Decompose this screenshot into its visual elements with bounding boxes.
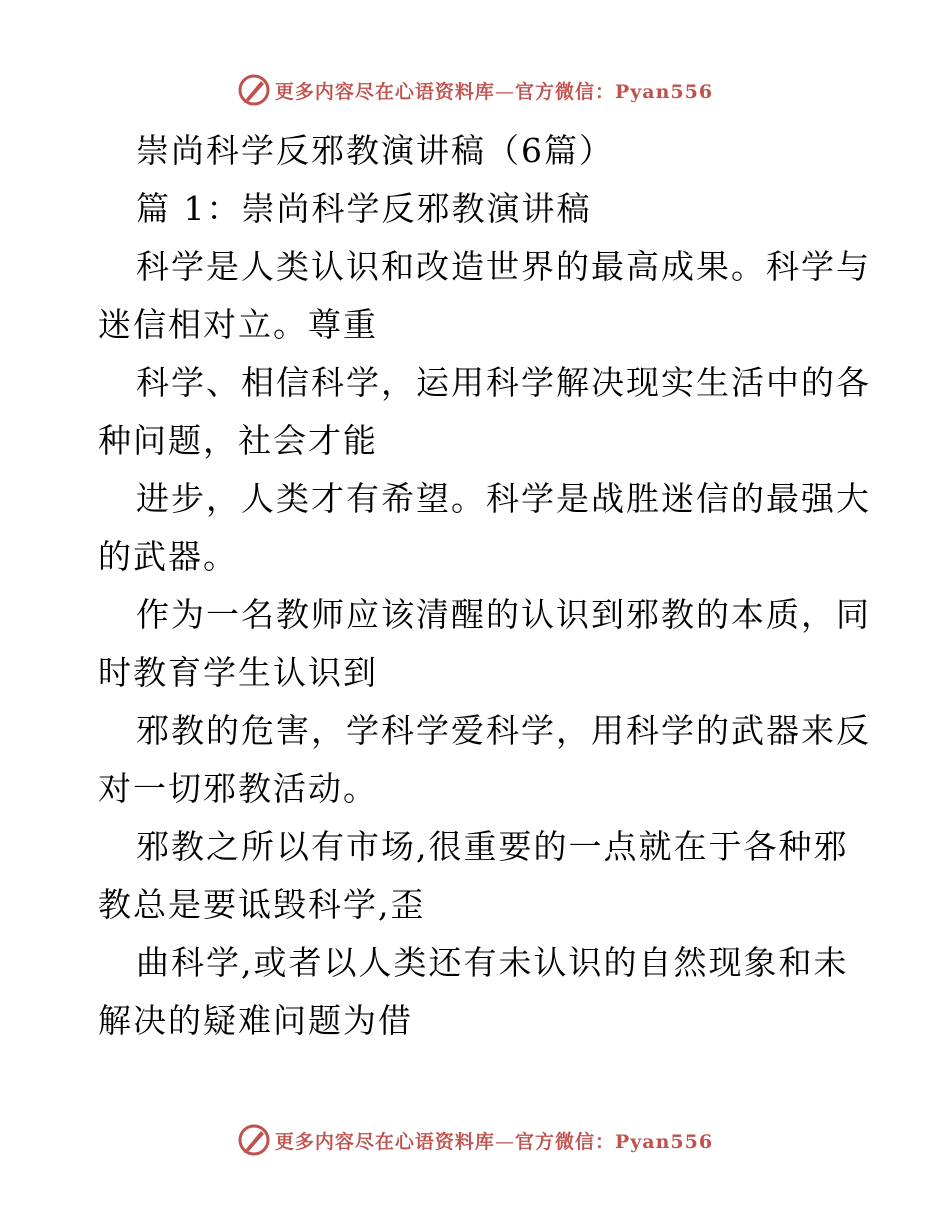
- pen-logo-icon: [237, 73, 271, 107]
- paragraph-line: 科学、相信科学，运用科学解决现实生活中的各: [136, 363, 871, 402]
- footer-banner-title: 更多内容尽在心语资料库—官方微信：Pyan556: [274, 1130, 714, 1153]
- footer-banner: [0, 1122, 950, 1158]
- paragraph-line: 进步，人类才有希望。科学是战胜迷信的最强大: [136, 479, 871, 518]
- document-body: [98, 122, 871, 1050]
- paragraph-line: 迷信相对立。尊重: [98, 305, 378, 344]
- pen-logo-icon: [237, 1123, 271, 1157]
- paragraph-line: 邪教之所以有市场,很重要的一点就在于各种邪: [136, 827, 849, 866]
- paragraph-line: 的武器。: [98, 537, 238, 576]
- paragraph-line: 邪教的危害，学科学爱科学，用科学的武器来反: [136, 711, 871, 750]
- paragraph-line: 科学是人类认识和改造世界的最高成果。科学与: [136, 247, 871, 286]
- paragraph-line: 对一切邪教活动。: [98, 769, 378, 808]
- paragraph-line: 作为一名教师应该清醒的认识到邪教的本质，同: [136, 595, 871, 634]
- paragraph-line: 种问题，社会才能: [98, 421, 378, 460]
- banner-title: 更多内容尽在心语资料库—官方微信：Pyan556: [274, 80, 714, 103]
- document-title: 崇尚科学反邪教演讲稿（6篇）: [136, 131, 614, 170]
- paragraph-line: 时教育学生认识到: [98, 653, 378, 692]
- section-heading: 篇 1：崇尚科学反邪教演讲稿: [136, 189, 592, 228]
- paragraph-line: 解决的疑难问题为借: [98, 1001, 413, 1040]
- paragraph-line: 曲科学,或者以人类还有未认识的自然现象和未: [136, 943, 849, 982]
- paragraph-line: 教总是要诋毁科学,歪: [98, 885, 426, 924]
- header-banner: [0, 72, 950, 108]
